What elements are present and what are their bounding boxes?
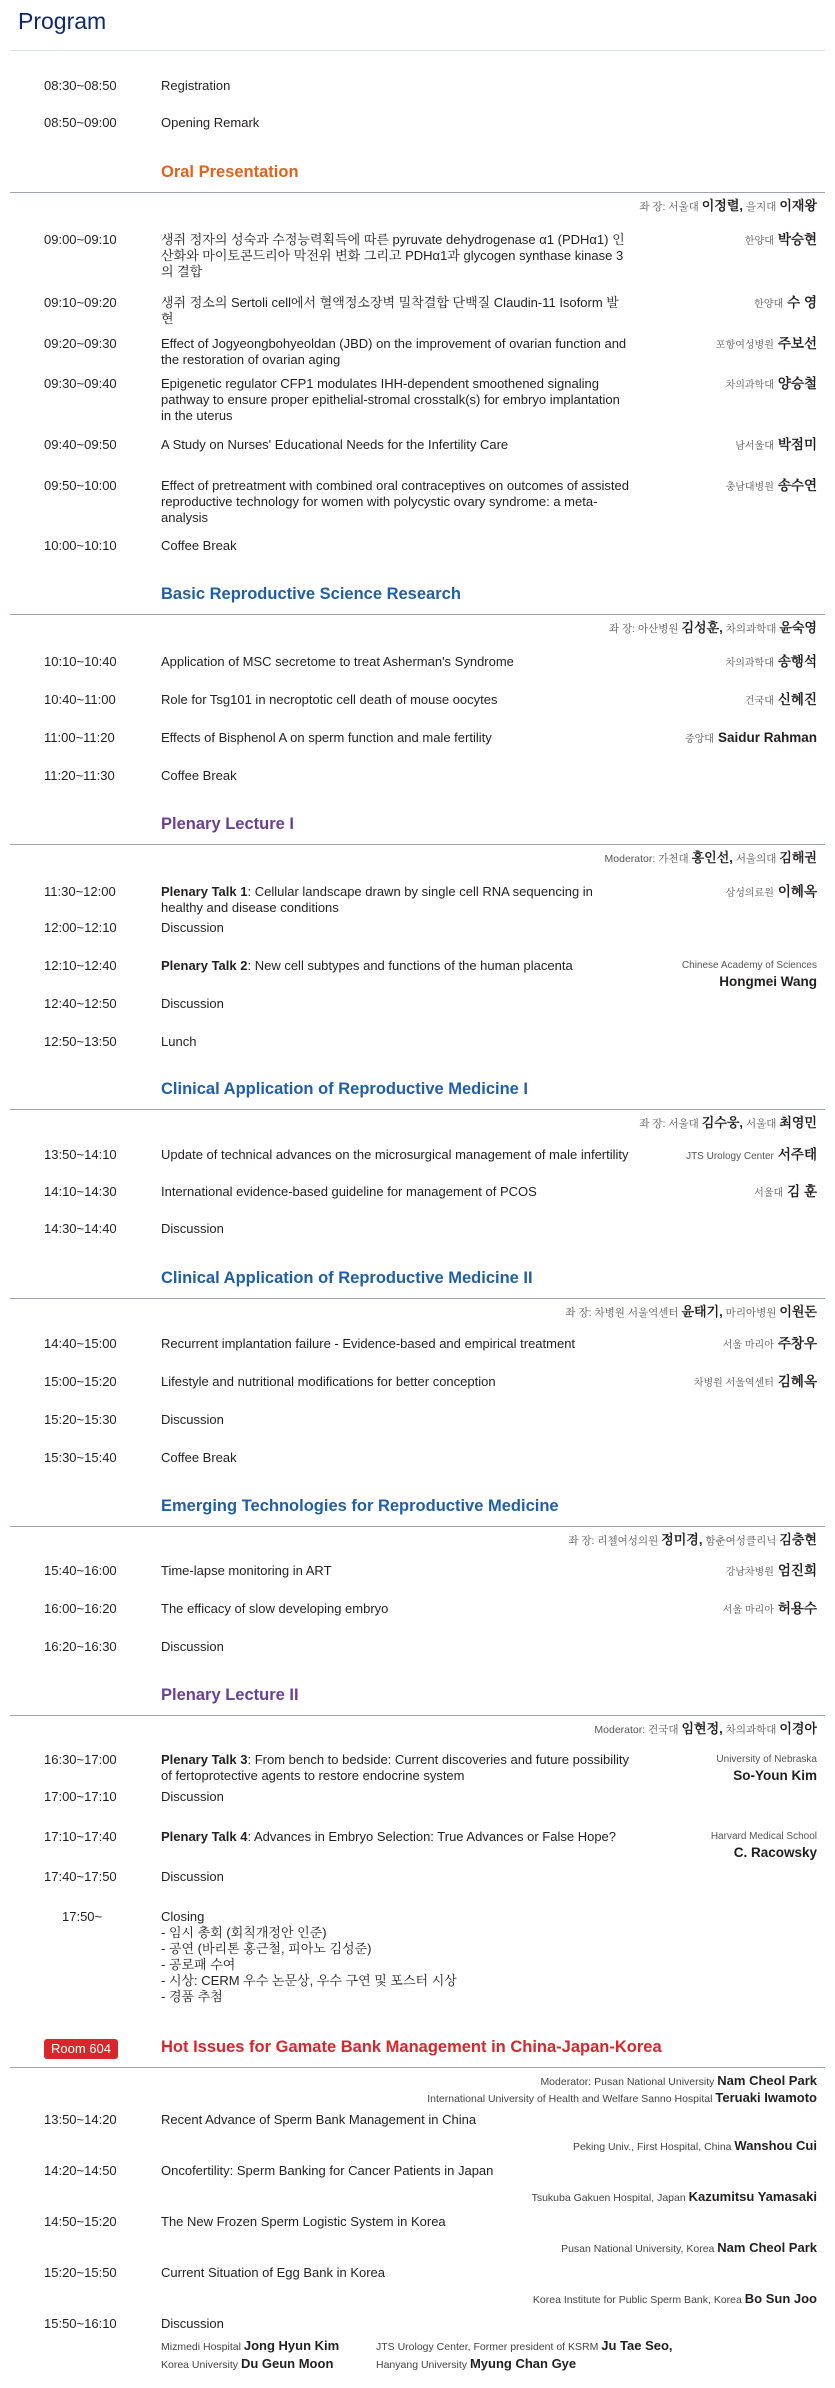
time-slot: 10:10~10:40	[44, 654, 117, 669]
session-title: 생쥐 정소의 Sertoli cell에서 혈액정소장벽 밀착결합 단백질 Claudin-11 Isoform 발현	[161, 295, 619, 326]
section-title: Oral Presentation	[161, 163, 299, 181]
session-title: Lifestyle and nutritional modifications for better conception	[161, 1374, 496, 1389]
session-title: The New Frozen Sperm Logistic System in Korea	[161, 2214, 446, 2229]
time-slot: 12:40~12:50	[44, 996, 117, 1011]
time-slot: 15:20~15:50	[44, 2265, 117, 2280]
session-title: Closing - 임시 총회 (회칙개정안 인준) - 공연 (바리톤 홍근철, 피아노 김성준) - 공로패 수여 - 시상: CERM 우수 논문상, 우수 구연 및 포스터 시상 - 경품 추첨	[161, 1909, 631, 2005]
chairs: 좌 장: 아산병원 김성훈, 차의과학대 윤숙영	[608, 620, 817, 635]
time-slot: 14:50~15:20	[44, 2214, 117, 2229]
time-slot: 11:20~11:30	[44, 768, 115, 783]
closing-item: - 공연 (바리톤 홍근철, 피아노 김성준)	[161, 1941, 372, 1956]
speaker: 충남대병원 송수연	[725, 478, 817, 493]
session-title: Effects of Bisphenol A on sperm function and male fertility	[161, 730, 492, 745]
session-title: Discussion	[161, 1869, 224, 1884]
section-title: Plenary Lecture I	[161, 815, 294, 833]
session-title: Lunch	[161, 1034, 197, 1049]
speaker: JTS Urology Center 서주태	[686, 1147, 817, 1162]
speaker: Pusan National University, Korea Nam Cheol Park	[561, 2240, 817, 2255]
session-title: Current Situation of Egg Bank in Korea	[161, 2265, 386, 2280]
section-plenary-lecture-1	[0, 814, 835, 864]
section-title: Clinical Application of Reproductive Medicine II	[161, 1269, 533, 1287]
session-title: Coffee Break	[161, 538, 237, 553]
section-title: Clinical Application of Reproductive Medicine I	[161, 1080, 529, 1098]
section-divider	[10, 1715, 825, 1716]
session-title: Coffee Break	[161, 1450, 237, 1465]
time-slot: 17:00~17:10	[44, 1789, 117, 1804]
speaker: 남서울대 박점미	[735, 437, 817, 452]
session-title: Time-lapse monitoring in ART	[161, 1563, 332, 1578]
chairs: 좌 장: 서울대 김수웅, 서울대 최영민	[639, 1115, 817, 1130]
schedule-row	[0, 115, 835, 135]
speaker: 차의과학대 송행석	[725, 654, 817, 669]
time-slot: 13:50~14:20	[44, 2112, 117, 2127]
section-oral-presentation	[0, 162, 835, 212]
chairs: 좌 장: 차병원 서울역센터 윤태기, 마리아병원 이원돈	[565, 1304, 817, 1319]
session-title: Discussion	[161, 1639, 224, 1654]
speaker: University of Nebraska So-Youn Kim	[716, 1754, 817, 1783]
room-badge: Room 604	[44, 2039, 118, 2059]
time-slot: 08:50~09:00	[44, 115, 117, 130]
session-title: International evidence-based guideline for management of PCOS	[161, 1184, 537, 1199]
discussant: Hanyang University Myung Chan Gye	[376, 2356, 577, 2371]
session-title: Effect of Jogyeongbohyeoldan (JBD) on the improvement of ovarian function and the restoration of ovarian aging	[161, 336, 627, 367]
time-slot: 14:10~14:30	[44, 1184, 117, 1199]
time-slot: 11:00~11:20	[44, 730, 115, 745]
time-slot: 14:30~14:40	[44, 1221, 117, 1236]
session-title: Plenary Talk 3: From bench to bedside: Current discoveries and future possibility of fertoprotective agents to restore endocrine system	[161, 1752, 630, 1783]
section-title: Emerging Technologies for Reproductive Medicine	[161, 1497, 559, 1515]
speaker: 건국대 신혜진	[744, 692, 817, 707]
time-slot: 14:40~15:00	[44, 1336, 117, 1351]
closing-item: - 임시 총회 (회칙개정안 인준)	[161, 1925, 327, 1940]
time-slot: 10:00~10:10	[44, 538, 117, 553]
moderator: Moderator: Pusan National University Nam Cheol Park	[540, 2073, 817, 2088]
speaker: Chinese Academy of Sciences Hongmei Wang	[681, 960, 817, 989]
section-emerging-technologies	[0, 1496, 835, 1546]
session-title: Registration	[161, 78, 231, 93]
time-slot: 13:50~14:10	[44, 1147, 117, 1162]
time-slot: 12:50~13:50	[44, 1034, 117, 1049]
section-plenary-lecture-2	[0, 1685, 835, 1735]
section-divider	[10, 1526, 825, 1527]
session-title: Update of technical advances on the microsurgical management of male infertility	[161, 1147, 629, 1162]
session-title: A Study on Nurses' Educational Needs for the Infertility Care	[161, 437, 509, 452]
session-title: Plenary Talk 1: Cellular landscape drawn by single cell RNA sequencing in healthy and disease conditions	[161, 884, 593, 915]
time-slot: 16:00~16:20	[44, 1601, 117, 1616]
time-slot: 15:50~16:10	[44, 2316, 117, 2331]
time-slot: 09:00~09:10	[44, 232, 117, 247]
discussant: JTS Urology Center, Former president of KSRM Ju Tae Seo,	[376, 2338, 673, 2353]
section-divider	[10, 192, 825, 193]
speaker: 차의과학대 양승철	[725, 376, 817, 391]
speaker: Tsukuba Gakuen Hospital, Japan Kazumitsu Yamasaki	[531, 2189, 817, 2204]
speaker: Harvard Medical School C. Racowsky	[710, 1831, 817, 1860]
session-title: Oncofertility: Sperm Banking for Cancer Patients in Japan	[161, 2163, 494, 2178]
session-title: Plenary Talk 2: New cell subtypes and functions of the human placenta	[161, 958, 573, 973]
time-slot: 15:30~15:40	[44, 1450, 117, 1465]
session-title: Discussion	[161, 920, 224, 935]
section-clinical-1	[0, 1079, 835, 1129]
time-slot: 09:30~09:40	[44, 376, 117, 391]
chairs: 좌 장: 서울대 이정렬, 을지대 이재왕	[639, 198, 817, 213]
section-divider	[10, 614, 825, 615]
speaker: 서울대 김 훈	[754, 1184, 817, 1199]
time-slot: 16:20~16:30	[44, 1639, 117, 1654]
time-slot: 08:30~08:50	[44, 78, 117, 93]
speaker: 차병원 서울역센터 김혜옥	[693, 1374, 817, 1389]
session-title: The efficacy of slow developing embryo	[161, 1601, 389, 1616]
session-title: Discussion	[161, 996, 224, 1011]
time-slot: 17:10~17:40	[44, 1829, 117, 1844]
speaker: 한양대 수 영	[754, 295, 817, 310]
time-slot: 09:50~10:00	[44, 478, 117, 493]
section-divider	[10, 1298, 825, 1299]
chairs: 좌 장: 리첼여성의원 정미경, 함춘여성클리닉 김충현	[568, 1532, 817, 1547]
speaker: 서울 마리아 주창우	[722, 1336, 817, 1351]
speaker: 삼성의료원 이혜옥	[725, 884, 817, 899]
speaker: 서울 마리아 허용수	[722, 1601, 817, 1616]
session-title: Role for Tsg101 in necroptotic cell death of mouse oocytes	[161, 692, 498, 707]
session-title: Coffee Break	[161, 768, 237, 783]
session-title: Application of MSC secretome to treat Asherman's Syndrome	[161, 654, 514, 669]
title-divider	[10, 50, 825, 51]
section-title: Basic Reproductive Science Research	[161, 585, 461, 603]
time-slot: 17:50~	[62, 1909, 103, 1924]
section-basic-science	[0, 584, 835, 634]
time-slot: 17:40~17:50	[44, 1869, 117, 1884]
speaker: 포항여성병원 주보선	[715, 336, 817, 351]
speaker: Korea Institute for Public Sperm Bank, Korea Bo Sun Joo	[532, 2291, 817, 2306]
time-slot: 15:40~16:00	[44, 1563, 117, 1578]
time-slot: 14:20~14:50	[44, 2163, 117, 2178]
page-title: Program	[18, 8, 107, 34]
speaker: 한양대 박승현	[744, 232, 817, 247]
session-title: Discussion	[161, 1789, 224, 1804]
time-slot: 12:10~12:40	[44, 958, 117, 973]
time-slot: 09:10~09:20	[44, 295, 117, 310]
section-divider	[10, 1109, 825, 1110]
time-slot: 15:20~15:30	[44, 1412, 117, 1427]
time-slot: 10:40~11:00	[44, 692, 116, 707]
closing-item: - 경품 추첨	[161, 1989, 223, 2004]
closing-item: - 시상: CERM 우수 논문상, 우수 구연 및 포스터 시상	[161, 1973, 457, 1988]
session-title: Discussion	[161, 1221, 224, 1236]
time-slot: 15:00~15:20	[44, 1374, 117, 1389]
closing-item: - 공로패 수여	[161, 1957, 236, 1972]
time-slot: 09:20~09:30	[44, 336, 117, 351]
session-title: Discussion	[161, 2316, 224, 2331]
schedule-row	[0, 78, 835, 98]
time-slot: 16:30~17:00	[44, 1752, 117, 1767]
session-title: Recent Advance of Sperm Bank Management in China	[161, 2112, 477, 2127]
session-title: Recurrent implantation failure - Evidence-based and empirical treatment	[161, 1336, 576, 1351]
speaker: 강남차병원 엄진희	[725, 1563, 817, 1578]
time-slot: 12:00~12:10	[44, 920, 117, 935]
section-clinical-2	[0, 1268, 835, 1318]
discussant: Korea University Du Geun Moon	[161, 2356, 334, 2371]
time-slot: 09:40~09:50	[44, 437, 117, 452]
speaker: 중앙대 Saidur Rahman	[684, 730, 817, 745]
session-title: Opening Remark	[161, 115, 260, 130]
session-title: Epigenetic regulator CFP1 modulates IHH-dependent smoothened signaling pathway to ensure proper epithelial-stromal crosstalk(s) for embryo implantation in the uterus	[161, 376, 620, 423]
session-title: Discussion	[161, 1412, 224, 1427]
section-title: Plenary Lecture II	[161, 1686, 299, 1704]
discussant: Mizmedi Hospital Jong Hyun Kim	[161, 2338, 340, 2353]
moderators: Moderator: 가천대 홍인선, 서울의대 김해권	[604, 850, 817, 865]
moderators: Moderator: 건국대 임현정, 차의과학대 이경아	[594, 1721, 817, 1736]
section-divider	[10, 844, 825, 845]
session-title: 생쥐 정자의 성숙과 수정능력획득에 따른 pyruvate dehydrogenase α1 (PDHα1) 인산화와 마이토콘드리아 막전위 변화 그리고 PDHα1과 glycogen synthase kinase 3의 결합	[161, 232, 625, 279]
section-divider	[10, 2067, 825, 2068]
section-title: Hot Issues for Gamate Bank Management in China-Japan-Korea	[161, 2038, 662, 2056]
moderator: International University of Health and Welfare Sanno Hospital Teruaki Iwamoto	[427, 2090, 817, 2105]
session-title: Effect of pretreatment with combined oral contraceptives on outcomes of assisted reproductive technology for women with polycystic ovary syndrome: a meta-analysis	[161, 478, 629, 525]
speaker: Peking Univ., First Hospital, China Wanshou Cui	[572, 2138, 817, 2153]
time-slot: 11:30~12:00	[44, 884, 116, 899]
session-title: Plenary Talk 4: Advances in Embryo Selection: True Advances or False Hope?	[161, 1829, 617, 1844]
